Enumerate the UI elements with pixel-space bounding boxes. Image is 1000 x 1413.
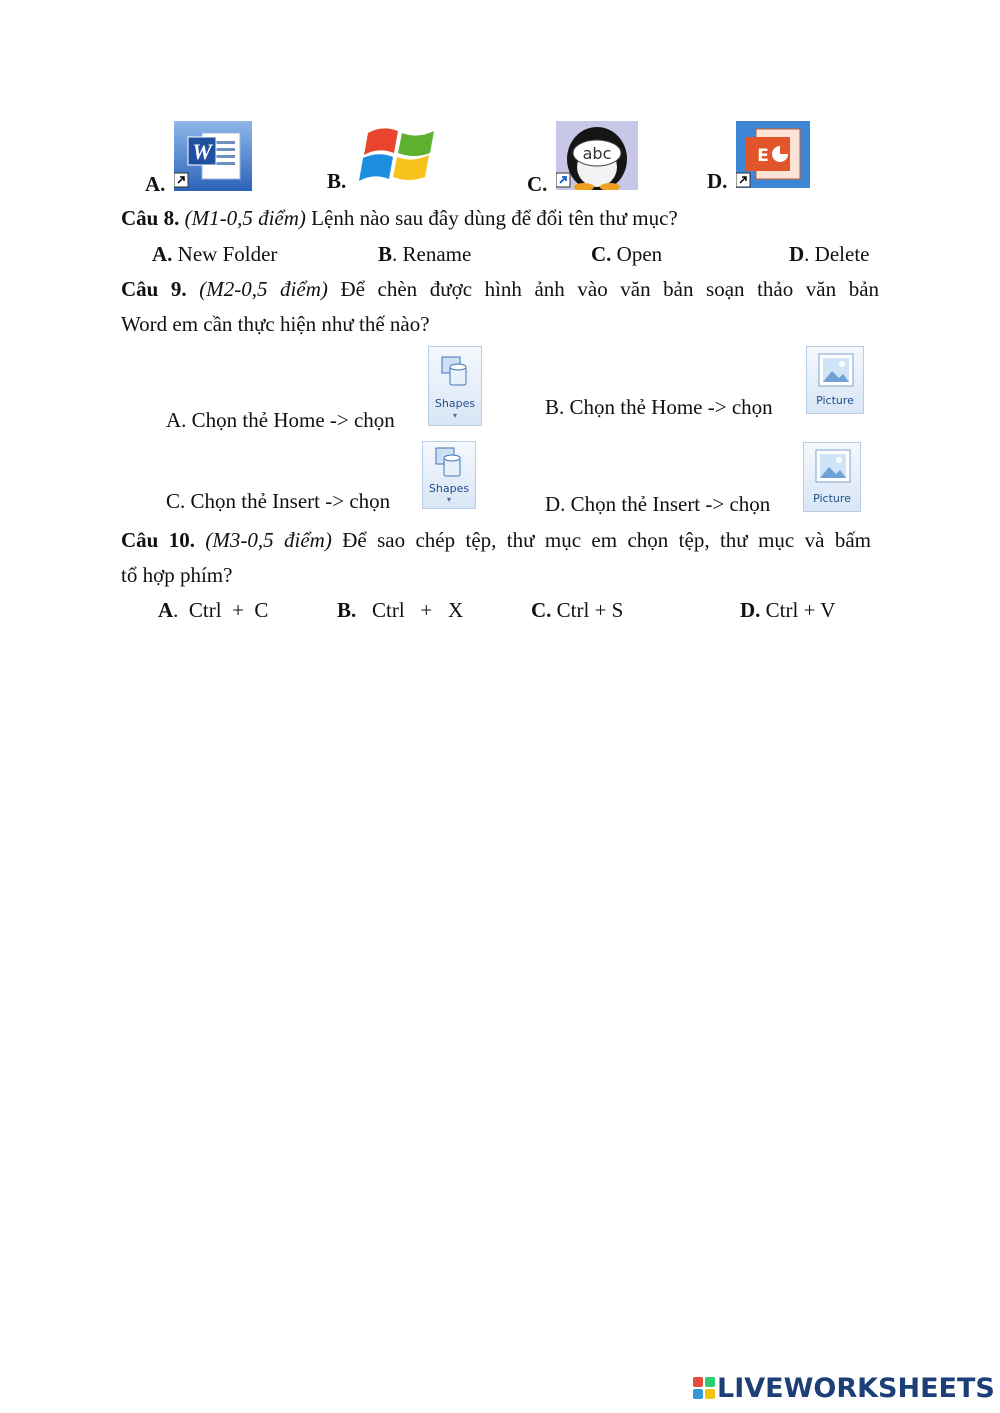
shapes-icon	[440, 355, 472, 389]
q8-text: Lệnh nào sau đây dùng để đổi tên thư mục?	[311, 206, 678, 230]
q9-option-b[interactable]: B. Chọn thẻ Home -> chọn	[545, 395, 773, 419]
word-icon	[174, 121, 252, 191]
picture-label: Picture	[813, 492, 851, 505]
q7-option-d-letter: D.	[707, 169, 728, 193]
shapes-icon	[434, 446, 466, 480]
q10-option-b[interactable]: B. Ctrl + X	[337, 598, 464, 622]
svg-text:abc: abc	[582, 144, 612, 163]
q9-question	[121, 277, 879, 302]
q10-option-c[interactable]: C. Ctrl + S	[531, 598, 624, 622]
q8-question	[121, 206, 678, 231]
q10-question	[121, 528, 871, 553]
q9-option-a[interactable]: A. Chọn thẻ Home -> chọn	[166, 408, 395, 432]
svg-text:E: E	[757, 146, 769, 166]
q10-option-d[interactable]: D. Ctrl + V	[740, 598, 836, 622]
liveworksheets-logo	[693, 1373, 995, 1404]
q10-text-line2: tổ hợp phím?	[121, 563, 233, 587]
picture-button[interactable]	[806, 346, 864, 414]
q9-label: Câu 9.	[121, 277, 187, 301]
q9-text-line2: Word em cần thực hiện như thế nào?	[121, 312, 430, 336]
q8-option-d[interactable]: D. Delete	[789, 242, 870, 266]
q7-option-a-letter: A.	[145, 172, 166, 196]
q9-level: (M2-0,5 điểm)	[199, 277, 328, 301]
q9-option-d[interactable]: D. Chọn thẻ Insert -> chọn	[545, 492, 771, 516]
chevron-down-icon: ▾	[446, 495, 451, 504]
q8-option-b[interactable]: B. Rename	[378, 242, 472, 266]
shapes-label: Shapes	[428, 482, 470, 495]
q9-option-c[interactable]: C. Chọn thẻ Insert -> chọn	[166, 489, 391, 513]
shapes-button[interactable]	[422, 441, 476, 509]
shapes-label: Shapes	[434, 397, 476, 410]
picture-label: Picture	[816, 394, 854, 407]
picture-icon	[818, 353, 854, 387]
windows-logo-icon	[354, 121, 450, 189]
q8-level: (M1-0,5 điểm)	[184, 206, 306, 230]
liveworksheets-logo-icon	[693, 1377, 715, 1399]
q10-text: Để sao chép tệp, thư mục em chọn tệp, thư mục và bấm	[342, 528, 871, 552]
liveworksheets-brand: LIVEWORKSHEETS	[717, 1373, 995, 1404]
q10-option-a[interactable]: A. Ctrl + C	[158, 598, 269, 622]
q9-text: Để chèn được hình ảnh vào văn bản soạn thảo văn bản	[340, 277, 880, 301]
powerpoint-icon	[736, 121, 810, 188]
shapes-button[interactable]	[428, 346, 482, 426]
q10-level: (M3-0,5 điểm)	[205, 528, 332, 552]
q7-option-b-letter: B.	[327, 169, 347, 193]
q8-option-c[interactable]: C. Open	[591, 242, 663, 266]
q7-option-c-letter: C.	[527, 172, 548, 196]
q8-option-a[interactable]: A. New Folder	[152, 242, 278, 266]
q8-label: Câu 8.	[121, 206, 180, 230]
svg-text:W: W	[192, 139, 212, 164]
chevron-down-icon: ▾	[452, 411, 457, 420]
picture-button[interactable]	[803, 442, 861, 512]
penguin-abc-icon	[556, 121, 638, 190]
picture-icon	[815, 449, 851, 483]
q10-label: Câu 10.	[121, 528, 195, 552]
